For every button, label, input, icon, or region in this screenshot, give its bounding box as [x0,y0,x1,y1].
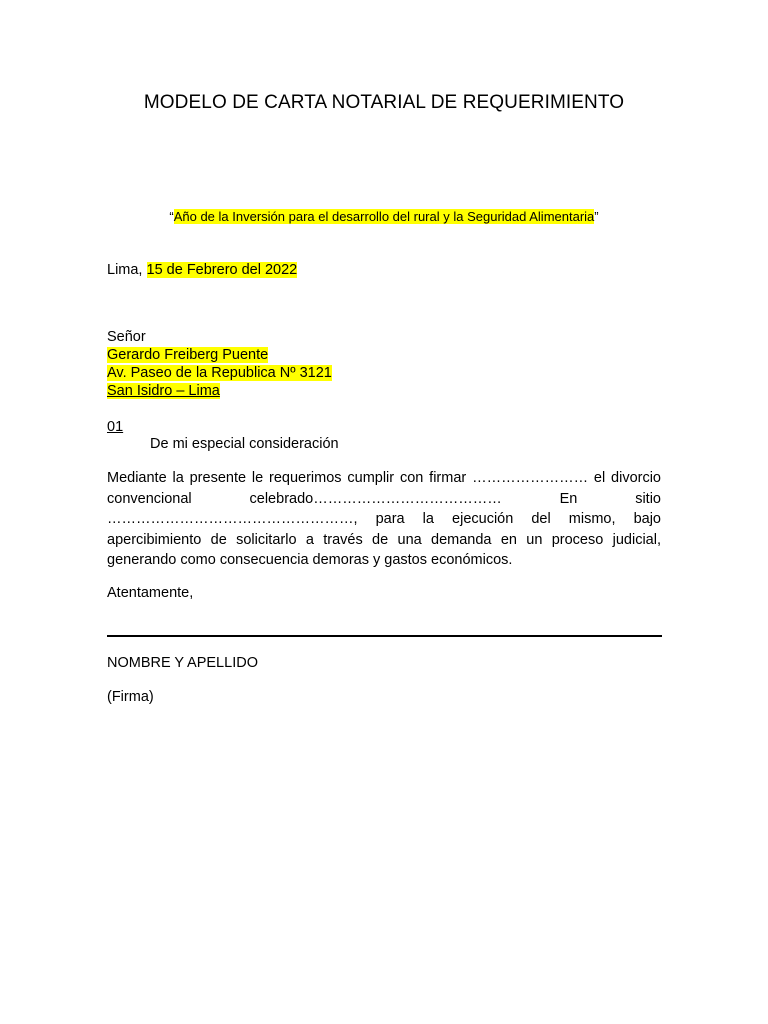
signature-label: (Firma) [107,689,154,705]
recipient-district: San Isidro – Lima [107,383,220,399]
closing: Atentamente, [107,585,194,601]
signature-line [107,635,662,637]
body-paragraph: Mediante la presente le requerimos cumplir con firmar …………………… el divorcio convencional celebrado………………………………… En sitio ……………………………………………, para la ejecución del mismo, bajo apercibimiento de solicitarlo a través de una demanda en un proceso judicial, generando como consecuencia demoras y gastos económicos. [107,470,661,568]
salutation-title: Señor [107,329,146,345]
letter-date: 15 de Febrero del 2022 [146,262,298,278]
recipient-address-line [107,364,332,382]
document-title: MODELO DE CARTA NOTARIAL DE REQUERIMIENTO [143,92,625,113]
greeting: De mi especial consideración [150,436,339,452]
year-motto: Año de la Inversión para el desarrollo del rural y la Seguridad Alimentaria [173,209,595,224]
signature-name: NOMBRE Y APELLIDO [107,655,258,671]
quote-open: “ [169,209,174,224]
reference-number: 01 [107,419,124,435]
recipient-address: Av. Paseo de la Republica Nº 3121 [107,365,332,381]
year-motto-line [0,209,768,224]
quote-close: ” [594,209,599,224]
place: Lima, [107,262,147,278]
recipient-name-line [107,346,268,364]
recipient-name: Gerardo Freiberg Puente [107,347,269,363]
recipient-district-line [107,382,220,400]
place-date-line [107,261,297,279]
